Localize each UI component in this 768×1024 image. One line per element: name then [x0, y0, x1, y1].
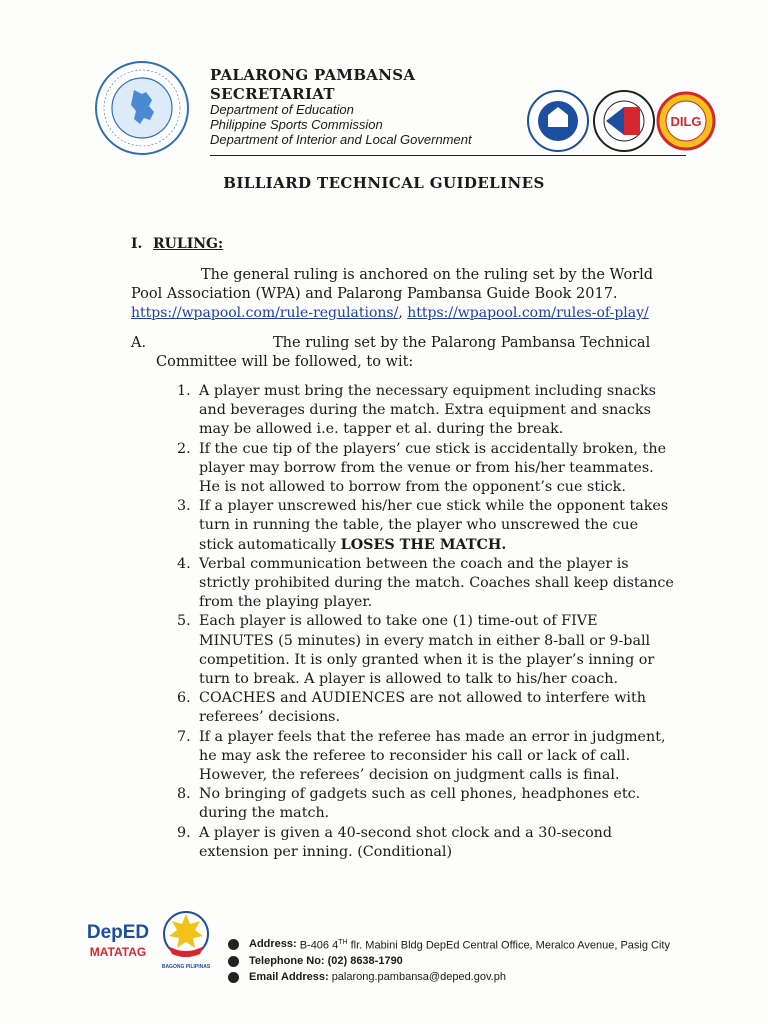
rule-text: If the cue tip of the players’ cue stick is accidentally broken, the player may borrow from the venue or from his/her teammates. He is not allowed to borrow from the opponent’s cue stick.	[199, 440, 667, 496]
rule-item	[155, 689, 675, 727]
header-divider	[210, 155, 686, 156]
links-separator: ,	[398, 305, 408, 321]
palarong-pambansa-seal	[94, 60, 190, 156]
item-a	[131, 334, 671, 372]
rule-number: 2.	[177, 440, 191, 457]
rule-number: 3.	[177, 498, 191, 515]
intro-paragraph	[131, 266, 671, 304]
org-name-line2: SECRETARIAT	[210, 85, 335, 103]
deped-matatag-logo	[82, 916, 154, 966]
svg-text:MATATAG: MATATAG	[89, 945, 147, 959]
rule-text: A player is given a 40-second shot clock and a 30-second extension per inning. (Conditional)	[199, 824, 613, 860]
address-row	[228, 935, 670, 954]
rule-item	[155, 612, 675, 689]
phone-icon	[228, 956, 239, 967]
email-row	[228, 970, 670, 986]
org-departments	[210, 102, 472, 147]
dept-deped: Department of Education	[210, 102, 354, 117]
org-name	[210, 66, 415, 104]
rule-item	[155, 440, 675, 498]
rule-item	[155, 382, 675, 440]
item-a-text2: Committee will be followed, to wit:	[156, 354, 414, 370]
reference-links	[131, 304, 649, 323]
rule-item	[155, 824, 675, 862]
email-icon	[228, 972, 239, 983]
rule-text: A player must bring the necessary equipment including snacks and beverages during the match. Extra equipment and snacks may be allowed i.e. tapper et al. during the break.	[199, 383, 656, 438]
wpa-rule-regulations-link[interactable]: https://wpapool.com/rule-regulations/	[131, 305, 399, 321]
rule-number: 5.	[177, 613, 191, 630]
address-value: B-406 4TH flr. Mabini Bldg DepEd Central Office, Meralco Avenue, Pasig City	[299, 939, 670, 952]
rule-number: 6.	[177, 690, 191, 707]
document-title: BILLIARD TECHNICAL GUIDELINES	[223, 174, 545, 192]
email-label: Email Address:	[249, 970, 329, 983]
section-label: RULING:	[153, 236, 224, 252]
rule-text: Verbal communication between the coach and the player is strictly prohibited during the match. Coaches shall keep distance from the playing player.	[199, 555, 674, 611]
rule-item	[155, 785, 675, 823]
svg-text:BAGONG PILIPINAS: BAGONG PILIPINAS	[161, 964, 211, 970]
address-label: Address:	[249, 937, 297, 950]
psc-seal-icon	[594, 91, 654, 151]
rule-bold-text: LOSES THE MATCH.	[340, 536, 507, 553]
rule-text: Each player is allowed to take one (1) time-out of FIVE MINUTES (5 minutes) in every match in either 8-ball or 9-ball competition. It is only granted when it is the player’s inning or turn to break. A player is allowed to talk to his/her coach.	[199, 613, 655, 688]
home-icon	[228, 939, 239, 950]
rule-number: 8.	[177, 786, 191, 803]
bagong-pilipinas-logo	[158, 906, 214, 972]
rule-text: If a player unscrewed his/her cue stick while the opponent takes turn in running the table, the player who unscrewed the cue stick automatically	[199, 498, 669, 553]
deped-seal-icon	[528, 91, 588, 151]
phone-value: (02) 8638-1790	[327, 955, 403, 968]
item-a-label: A.	[131, 335, 147, 351]
contact-footer	[228, 935, 670, 985]
svg-text:DepED: DepED	[86, 922, 150, 943]
partner-seals	[526, 85, 716, 157]
phone-label: Telephone No:	[249, 955, 325, 968]
rule-number: 4.	[177, 555, 191, 572]
phone-row	[228, 954, 670, 970]
rules-list	[155, 382, 675, 862]
rule-text: No bringing of gadgets such as cell phones, headphones etc. during the match.	[199, 786, 641, 822]
rule-item	[155, 555, 675, 613]
dept-psc: Philippine Sports Commission	[210, 117, 383, 132]
rule-text: If a player feels that the referee has made an error in judgment, he may ask the referee to reconsider his call or lack of call. However, the referees’ decision on judgment calls is final.	[199, 728, 666, 784]
rule-text: COACHES and AUDIENCES are not allowed to interfere with referees’ decisions.	[199, 690, 646, 726]
dilg-seal-icon	[658, 93, 714, 149]
dilg-text: DILG	[670, 114, 702, 129]
rule-item	[155, 497, 675, 555]
section-number: I.	[131, 236, 143, 252]
rule-item	[155, 728, 675, 786]
item-a-text1: The ruling set by the Palarong Pambansa Technical	[273, 335, 651, 351]
intro-text: The general ruling is anchored on the ruling set by the World Pool Association (WPA) and Palarong Pambansa Guide Book 2017.	[131, 267, 654, 302]
rule-number: 7.	[177, 728, 191, 745]
section-heading	[131, 236, 223, 252]
org-name-line1: PALARONG PAMBANSA	[210, 66, 416, 84]
rule-number: 1.	[177, 383, 191, 399]
wpa-rules-of-play-link[interactable]: https://wpapool.com/rules-of-play/	[407, 305, 649, 321]
email-value[interactable]: palarong.pambansa@deped.gov.ph	[331, 970, 506, 983]
dept-dilg: Department of Interior and Local Government	[210, 132, 472, 147]
rule-number: 9.	[177, 824, 191, 841]
